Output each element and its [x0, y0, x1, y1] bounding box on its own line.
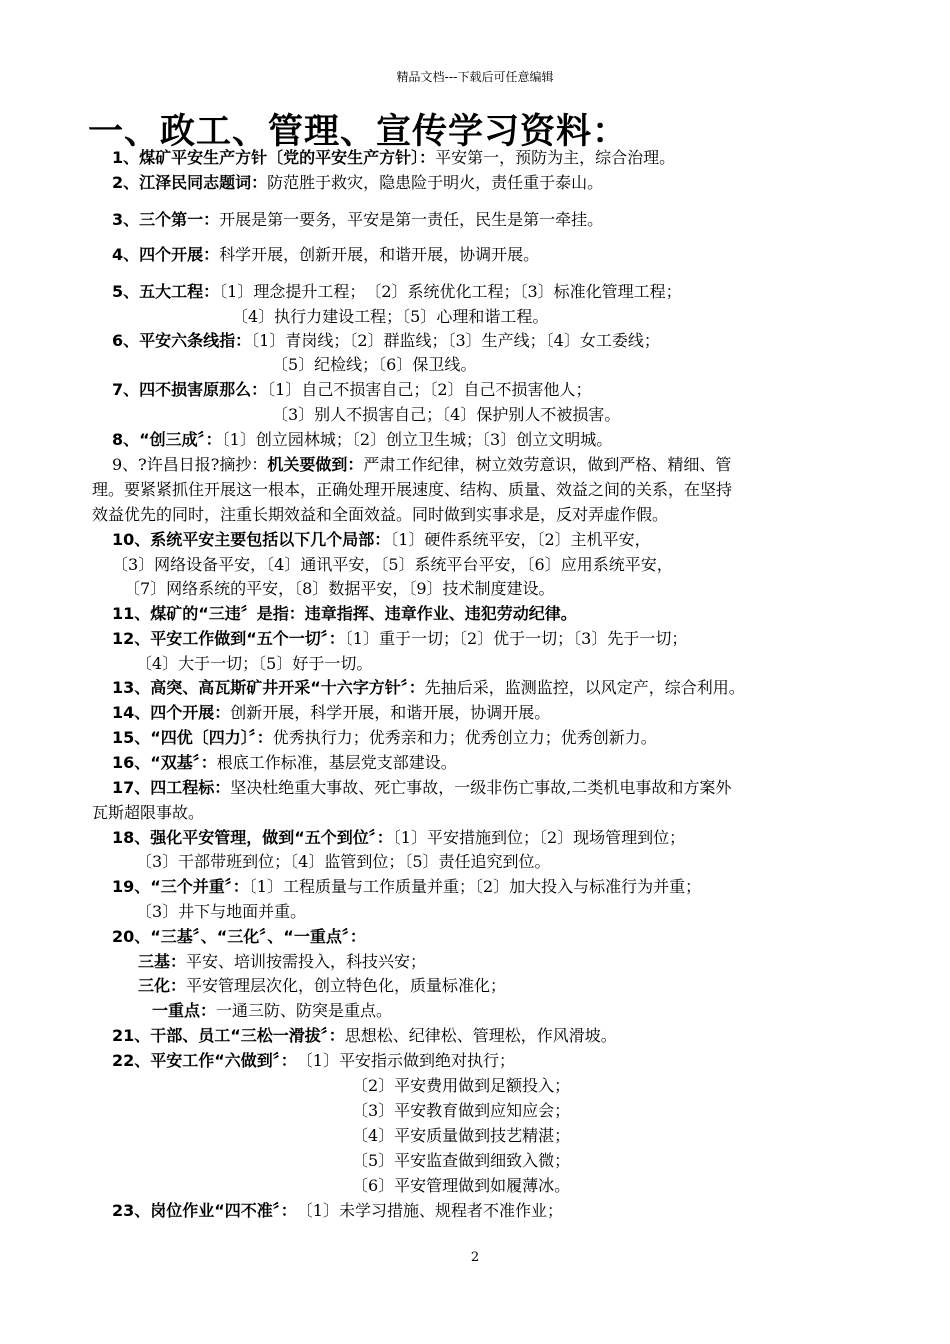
text-line [112, 678, 745, 698]
line-label: 5、五大工程： [112, 282, 220, 301]
text-line [112, 703, 550, 723]
text-line [136, 654, 372, 674]
line-text: 开展是第一要务，平安是第一责任，民生是第一牵挂。 [219, 210, 604, 229]
text-line [112, 331, 660, 351]
text-line [112, 245, 539, 265]
line-text: 〔6〕平安管理做到如履薄冰。 [352, 1176, 571, 1195]
line-text: 〔3〕平安教育做到应知应会； [352, 1101, 571, 1120]
line-text: 平安管理层次化，创立特色化，质量标准化； [186, 976, 507, 995]
line-text: 〔7〕网络系统的平安，〔8〕数据平安，〔9〕技术制度建设。 [124, 579, 555, 598]
line-text: 〔2〕平安费用做到足额投入； [352, 1076, 571, 1095]
line-text: 平安、培训按需投入，科技兴安； [186, 952, 427, 971]
text-line [138, 976, 506, 996]
line-text: 效益优先的同时，注重长期效益和全面效益。同时做到实事求是，反对弄虚作假。 [92, 505, 669, 524]
line-label: 1、煤矿平安生产方针〔党的平安生产方针〕： [112, 148, 436, 167]
line-text: 科学开展，创新开展，和谐开展，协调开展。 [219, 245, 540, 264]
line-label: 19、“三个并重〞： [112, 877, 249, 896]
text-line [112, 282, 682, 302]
line-label: 10、系统平安主要包括以下几个局部： [112, 530, 391, 549]
line-text: 〔1〕自己不损害自己；〔2〕自己不损害他人； [267, 380, 592, 399]
line-text: 〔1〕工程质量与工作质量并重；〔2〕加大投入与标准行为并重； [248, 877, 702, 896]
line-text: 〔1〕未学习措施、规程者不准作业； [288, 1201, 563, 1220]
line-label: 8、“创三成〞： [112, 430, 222, 449]
text-line [112, 210, 603, 230]
page-header: 精品文档---下载后可任意编辑 [396, 70, 554, 84]
line-text: 坚决杜绝重大事故、死亡事故，一级非伤亡事故,二类机电事故和方案外 [230, 778, 732, 797]
line-text: 〔3〕井下与地面并重。 [136, 902, 307, 921]
text-line [112, 530, 651, 550]
text-line [138, 952, 426, 972]
text-line [92, 803, 204, 823]
line-label: 15、“四优〔四力〕〞： [112, 728, 273, 747]
text-line [112, 604, 577, 624]
line-label: 6、平安六条线指： [112, 331, 252, 350]
line-text: 〔1〕重于一切；〔2〕优于一切；〔3〕先于一切； [344, 629, 688, 648]
text-line [136, 852, 551, 872]
line-text: 〔1〕平安指示做到绝对执行； [288, 1051, 515, 1070]
text-line [112, 1201, 563, 1221]
line-label: 23、岗位作业“四不准〞： [112, 1201, 289, 1220]
text-line [112, 927, 366, 947]
text-line [112, 148, 675, 168]
line-label: 一重点： [152, 1001, 217, 1020]
text-line [112, 380, 592, 400]
line-text: 〔1〕平安措施到位；〔2〕现场管理到位； [392, 828, 686, 847]
line-text: 瓦斯超限事故。 [92, 803, 205, 822]
line-label: 16、“双基〞： [112, 753, 217, 772]
text-line [352, 1176, 570, 1196]
line-label: 17、四工程标： [112, 778, 231, 797]
line-label: 3、三个第一： [112, 210, 220, 229]
text-line [152, 1001, 392, 1021]
line-text: 〔3〕网络设备平安，〔4〕通讯平安，〔5〕系统平台平安，〔6〕应用系统平安， [112, 555, 673, 574]
text-line [92, 480, 732, 500]
line-text: 〔5〕平安监查做到细致入微； [352, 1151, 571, 1170]
line-text: 〔1〕创立园林城；〔2〕创立卫生城；〔3〕创立文明城。 [221, 430, 613, 449]
text-line [272, 405, 620, 425]
line-text: 〔4〕平安质量做到技艺精湛； [352, 1126, 571, 1145]
document-title: 一、政工、管理、宣传学习资料： [88, 112, 629, 152]
text-line [112, 778, 731, 798]
line-label: 12、平安工作做到“五个一切〞： [112, 629, 345, 648]
text-line [112, 753, 457, 773]
line-text: 先抽后采，监测监控，以风定产，综合利用。 [424, 678, 745, 697]
line-text: 创新开展，科学开展，和谐开展，协调开展。 [230, 703, 551, 722]
text-line [124, 579, 555, 599]
text-line [112, 1026, 617, 1046]
text-line [112, 555, 673, 575]
line-label: 三化： [138, 976, 187, 995]
text-line [232, 307, 548, 327]
line-label: 7、四不损害原那么： [112, 380, 268, 399]
line-label: 2、江泽民同志题词： [112, 173, 268, 192]
line-label: 11、煤矿的“三违〞是指：违章指挥、违章作业、违犯劳动纪律。 [112, 604, 577, 623]
line-text: 防范胜于救灾，隐患险于明火，责任重于泰山。 [267, 173, 604, 192]
line-label: 机关要做到： [267, 455, 364, 474]
text-line [92, 505, 668, 525]
line-label: 20、“三基〞、“三化〞、“一重点〞： [112, 927, 366, 946]
line-text: 〔1〕理念提升工程； 〔2〕系统优化工程；〔3〕标准化管理工程； [219, 282, 682, 301]
line-text: 一通三防、防突是重点。 [216, 1001, 393, 1020]
line-text: 〔3〕别人不损害自己；〔4〕保护别人不被损害。 [272, 405, 621, 424]
line-text: 严肃工作纪律，树立效劳意识，做到严格、精细、管 [363, 455, 732, 474]
text-line [112, 430, 612, 450]
text-line [112, 728, 657, 748]
text-line [112, 828, 685, 848]
line-label: 4、四个开展： [112, 245, 220, 264]
line-label: 22、平安工作“六做到〞： [112, 1051, 289, 1070]
text-line [136, 902, 306, 922]
line-text: 〔3〕干部带班到位；〔4〕监管到位；〔5〕责任追究到位。 [136, 852, 551, 871]
text-line [112, 629, 687, 649]
text-line [112, 1051, 515, 1071]
line-text: 优秀执行力；优秀亲和力；优秀创立力；优秀创新力。 [272, 728, 657, 747]
page-number: 2 [470, 1250, 480, 1265]
line-text: 9、?许昌日报?摘抄： [112, 455, 268, 474]
line-text: 根底工作标准，基层党支部建设。 [216, 753, 457, 772]
line-text: 〔4〕执行力建设工程；〔5〕心理和谐工程。 [232, 307, 549, 326]
line-label: 14、四个开展： [112, 703, 231, 722]
line-text: 平安第一，预防为主，综合治理。 [435, 148, 676, 167]
text-line [112, 877, 701, 897]
text-line [352, 1076, 570, 1096]
text-line [272, 355, 476, 375]
text-line [352, 1126, 570, 1146]
line-text: 〔1〕硬件系统平安，〔2〕主机平安， [390, 530, 651, 549]
text-line [112, 455, 731, 475]
line-label: 18、强化平安管理，做到“五个到位〞： [112, 828, 393, 847]
text-line [352, 1101, 570, 1121]
text-line [112, 173, 603, 193]
line-label: 13、高突、高瓦斯矿井开采“十六字方针〞： [112, 678, 425, 697]
line-text: 思想松、纪律松、管理松，作风滑坡。 [344, 1026, 617, 1045]
line-label: 21、干部、员工“三松一滑拔〞： [112, 1026, 345, 1045]
line-text: 理。要紧紧抓住开展这一根本，正确处理开展速度、结构、质量、效益之间的关系，在坚持 [92, 480, 733, 499]
line-text: 〔5〕纪检线；〔6〕保卫线。 [272, 355, 477, 374]
line-label: 三基： [138, 952, 187, 971]
line-text: 〔4〕大于一切；〔5〕好于一切。 [136, 654, 373, 673]
text-line [352, 1151, 570, 1171]
line-text: 〔1〕青岗线；〔2〕群监线；〔3〕生产线；〔4〕女工委线； [251, 331, 660, 350]
